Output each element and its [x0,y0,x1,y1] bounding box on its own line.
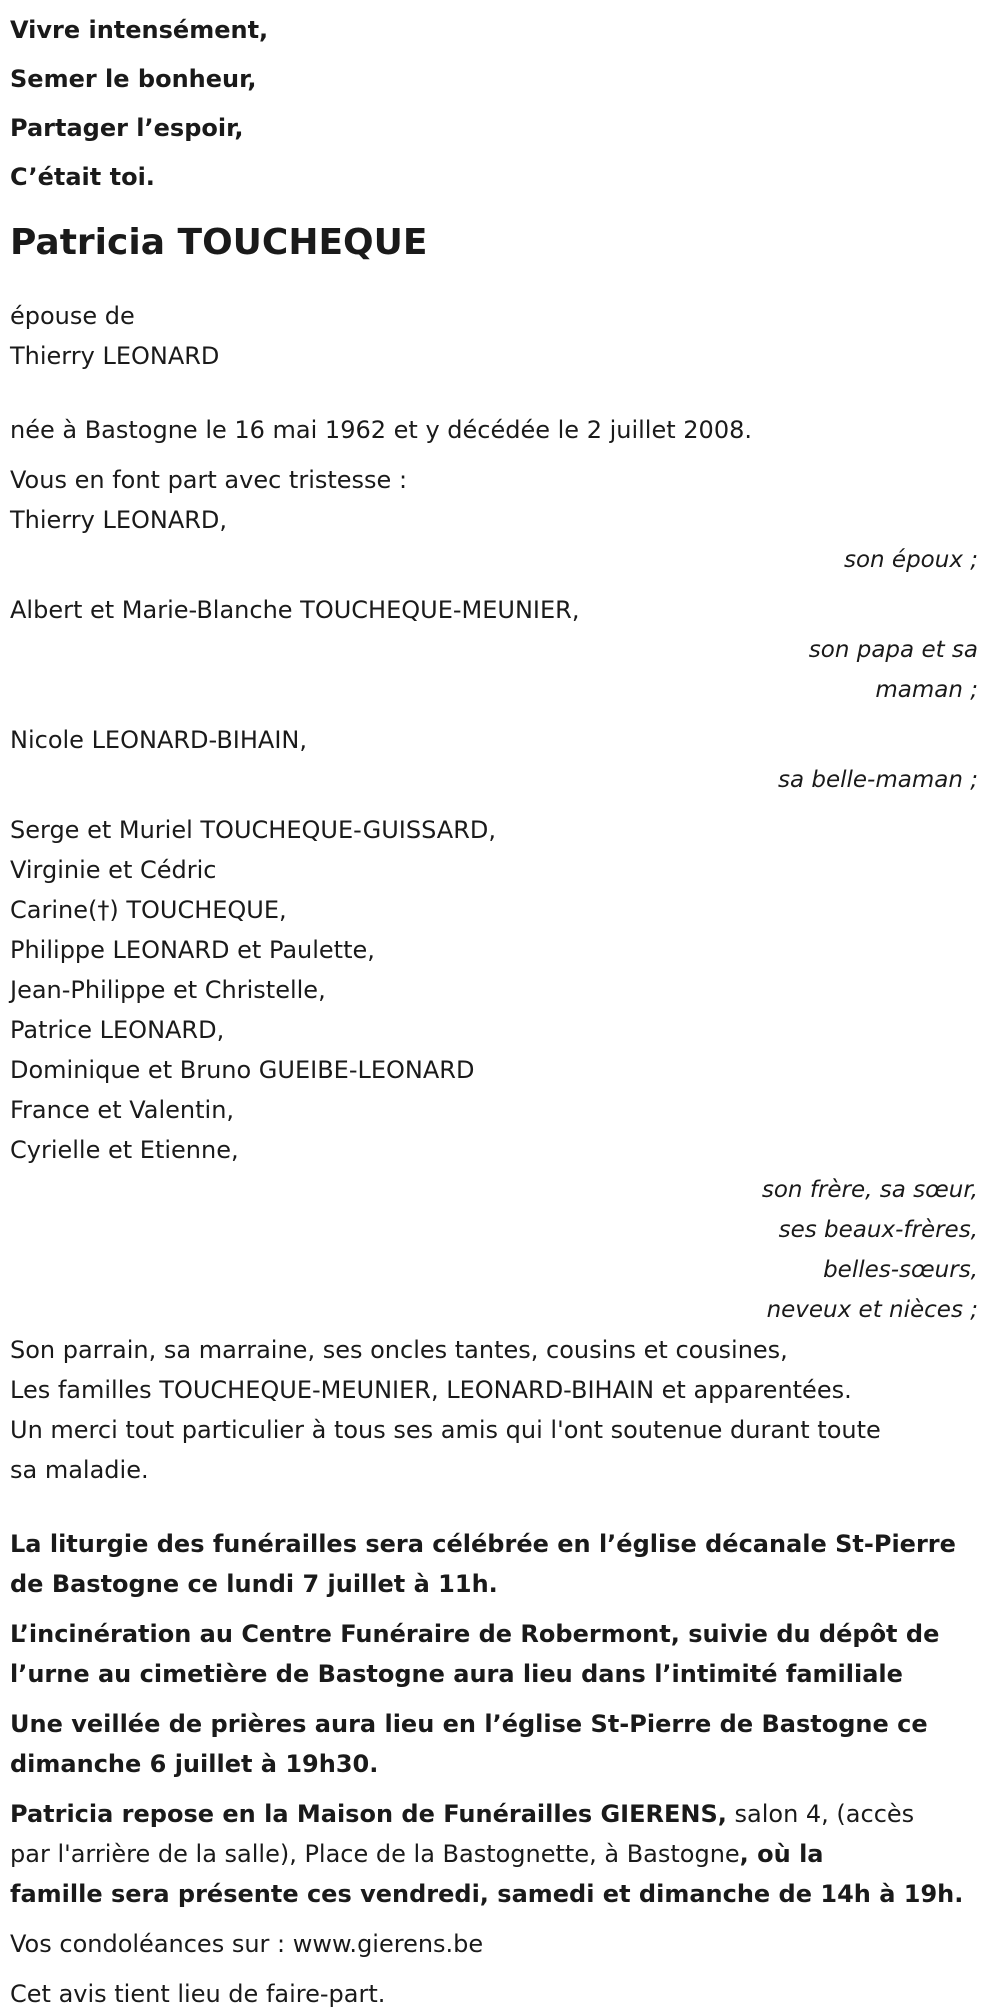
poem-line: C’était toi. [10,163,155,191]
repose-bold: , où la [739,1840,824,1868]
family-relation: neveux et nièces ; [766,1297,978,1323]
family-group [10,810,990,1330]
family-relation: ses beaux-frères, [778,1217,978,1243]
liturgy-line: de Bastogne ce lundi 7 juillet à 11h. [10,1570,498,1598]
family-group [10,500,990,580]
repose-line: famille sera présente ces vendredi, samedi et dimanche de 14h à 19h. [10,1880,964,1908]
family-relation: son frère, sa sœur, [761,1177,978,1203]
poem-line: Vivre intensément, [10,16,269,44]
family-name: Cyrielle et Etienne, [10,1136,239,1164]
poem-line: Semer le bonheur, [10,65,257,93]
family-name: Carine(†) TOUCHEQUE, [10,896,287,924]
family-name: Albert et Marie-Blanche TOUCHEQUE-MEUNIER, [10,596,580,624]
repose-line [10,1794,990,1834]
spouse-name: Thierry LEONARD [10,342,220,370]
family-name: Serge et Muriel TOUCHEQUE-GUISSARD, [10,816,496,844]
announcement-intro: Vous en font part avec tristesse : [10,466,408,494]
family-group [10,720,990,800]
family-name: Dominique et Bruno GUEIBE-LEONARD [10,1056,475,1084]
family-name: Jean-Philippe et Christelle, [10,976,326,1004]
poem-line: Partager l’espoir, [10,114,244,142]
repose-normal: par l'arrière de la salle), Place de la Bastognette, à Bastogne [10,1840,740,1868]
family-name: Thierry LEONARD, [10,506,228,534]
family-relation: maman ; [875,677,978,703]
closing-line: Cet avis tient lieu de faire-part. [10,1980,386,2008]
others-block [10,1330,990,1490]
vigil-line: dimanche 6 juillet à 19h30. [10,1750,379,1778]
others-line: Son parrain, sa marraine, ses oncles tantes, cousins et cousines, [10,1336,788,1364]
others-line: Les familles TOUCHEQUE-MEUNIER, LEONARD-BIHAIN et apparentées. [10,1376,852,1404]
family-name: Virginie et Cédric [10,856,217,884]
birth-death-line: née à Bastogne le 16 mai 1962 et y décédée le 2 juillet 2008. [10,416,752,444]
family-relation: belles-sœurs, [823,1257,978,1283]
family-name: Nicole LEONARD-BIHAIN, [10,726,307,754]
spouse-intro: épouse de [10,302,135,330]
ceremony-block [10,1524,990,1914]
cremation-line: L’incinération au Centre Funéraire de Robermont, suivie du dépôt de [10,1620,940,1648]
spouse-block [10,296,990,376]
family-name: Patrice LEONARD, [10,1016,225,1044]
condolences-line: Vos condoléances sur : www.gierens.be [10,1930,484,1958]
family-group [10,590,990,710]
poem [10,6,990,202]
family-relation: sa belle-maman ; [777,767,978,793]
others-line: Un merci tout particulier à tous ses amis qui l'ont soutenue durant toute [10,1416,881,1444]
vigil-line: Une veillée de prières aura lieu en l’église St-Pierre de Bastogne ce [10,1710,928,1738]
family-name: France et Valentin, [10,1096,235,1124]
others-line: sa maladie. [10,1456,149,1484]
family-name: Philippe LEONARD et Paulette, [10,936,375,964]
deceased-name: Patricia TOUCHEQUE [10,222,428,263]
family-relation: son époux ; [843,547,978,573]
liturgy-line: La liturgie des funérailles sera célébrée en l’église décanale St-Pierre [10,1530,956,1558]
cremation-line: l’urne au cimetière de Bastogne aura lieu dans l’intimité familiale [10,1660,903,1688]
repose-line [10,1834,990,1874]
repose-bold: Patricia repose en la Maison de Funérailles GIERENS, [10,1800,727,1828]
family-relation: son papa et sa [808,637,978,663]
repose-normal: salon 4, (accès [726,1800,915,1828]
